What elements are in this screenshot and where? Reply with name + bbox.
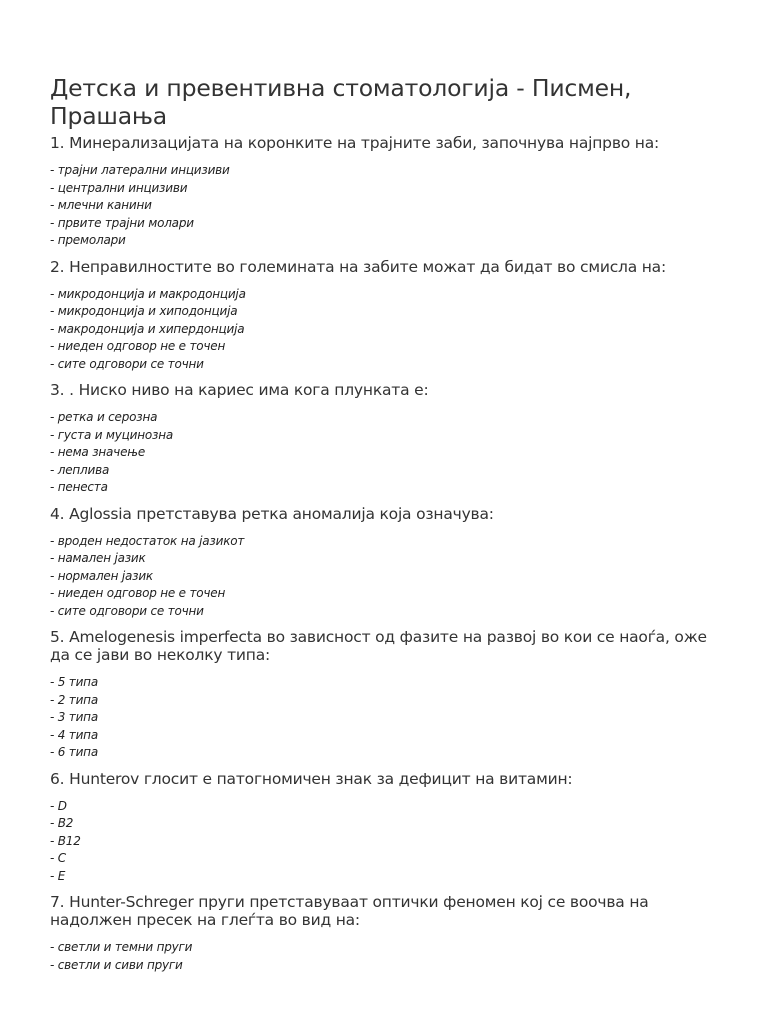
answer-option: - ниеден одговор не е точен bbox=[50, 586, 226, 600]
answer-option: - D bbox=[50, 798, 67, 813]
answer-option: - светли и темни пруги bbox=[50, 940, 193, 954]
answer-option: - 5 типа bbox=[50, 675, 98, 689]
answer-option: - 6 типа bbox=[50, 745, 98, 759]
answer-option: - леплива bbox=[50, 462, 110, 477]
question-text: 7. Hunter-Schreger пруги претставуваат оптички феномен кој се воочва на надолжен пресек на глеѓта во вид на: bbox=[50, 893, 649, 929]
answer-option: - 4 типа bbox=[50, 727, 98, 742]
question-text: 5. Amelogenesis imperfecta во зависност од фазите на развој во кои се наоѓа, оже да се јави во неколку типа: bbox=[50, 628, 707, 664]
answer-option: - првите трајни молари bbox=[50, 215, 194, 230]
document-page bbox=[50, 74, 720, 982]
question-text: 3. . Ниско ниво на кариес има кога плунката е: bbox=[50, 381, 429, 399]
answer-option: - млечни канини bbox=[50, 198, 152, 212]
answer-list bbox=[50, 939, 720, 974]
answer-option: - B12 bbox=[50, 833, 81, 848]
question-list bbox=[50, 134, 720, 974]
answer-option: - ниеден одговор не е точен bbox=[50, 339, 226, 353]
question-block bbox=[50, 893, 720, 974]
answer-option: - пенеста bbox=[50, 480, 108, 494]
answer-option: - густа и муцинозна bbox=[50, 427, 174, 442]
answer-option: - 3 типа bbox=[50, 710, 98, 724]
answer-option: - премолари bbox=[50, 233, 126, 247]
answer-option: - нормален јазик bbox=[50, 568, 153, 583]
answer-option: - нема значење bbox=[50, 445, 146, 459]
question-text: 2. Неправилностите во големината на забите можат да бидат во смисла на: bbox=[50, 257, 667, 276]
answer-option: - C bbox=[50, 851, 66, 865]
question-text: 1. Минерализацијата на коронките на трајните заби, започнува најпрво на: bbox=[50, 134, 660, 152]
answer-list bbox=[50, 162, 720, 250]
answer-option: - макродонција и хипердонција bbox=[50, 321, 245, 336]
answer-option: - микродонција и хиподонција bbox=[50, 304, 238, 318]
answer-option: - E bbox=[50, 868, 66, 883]
question-block bbox=[50, 505, 720, 621]
answer-list bbox=[50, 409, 720, 497]
document-title: Детска и превентивна стоматологија - Писмен, Прашања bbox=[50, 74, 632, 130]
answer-option: - сите одговори се точни bbox=[50, 603, 204, 618]
question-block bbox=[50, 628, 720, 762]
answer-option: - централни инцизиви bbox=[50, 180, 188, 195]
answer-option: - B2 bbox=[50, 816, 74, 830]
answer-option: - сите одговори се точни bbox=[50, 356, 204, 371]
question-block bbox=[50, 134, 720, 250]
answer-list bbox=[50, 286, 720, 374]
question-block bbox=[50, 258, 720, 374]
answer-list bbox=[50, 798, 720, 886]
answer-list bbox=[50, 674, 720, 762]
answer-option: - трајни латерални инцизиви bbox=[50, 163, 230, 177]
answer-option: - микродонција и макродонција bbox=[50, 286, 246, 301]
question-text: 6. Hunterov глосит е патогномичен знак за дефицит на витамин: bbox=[50, 769, 573, 788]
answer-option: - ретка и серозна bbox=[50, 410, 158, 424]
answer-option: - светли и сиви пруги bbox=[50, 957, 183, 972]
question-block bbox=[50, 770, 720, 886]
answer-option: - вроден недостаток на јазикот bbox=[50, 533, 245, 548]
question-block bbox=[50, 381, 720, 497]
answer-option: - намален јазик bbox=[50, 551, 146, 565]
question-text: 4. Aglossia претставува ретка аномалија која означува: bbox=[50, 504, 494, 523]
answer-list bbox=[50, 533, 720, 621]
answer-option: - 2 типа bbox=[50, 692, 98, 707]
